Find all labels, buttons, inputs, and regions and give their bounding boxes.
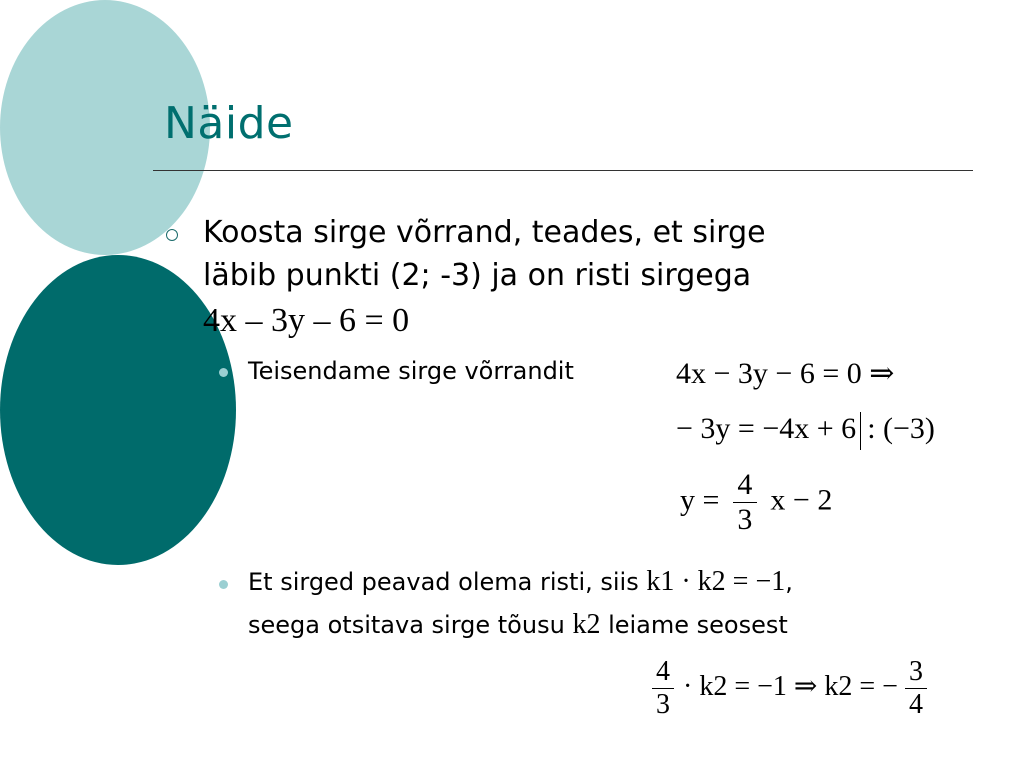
bullet-circle-icon xyxy=(166,229,178,241)
fraction-3-4 xyxy=(905,656,927,721)
equation-step-2-right: : (−3) xyxy=(867,412,935,445)
perpendicular-condition: k1 · k2 = −1 xyxy=(646,566,786,597)
equation-step-3-left: y = xyxy=(680,483,720,517)
equation-step-3 xyxy=(680,468,832,537)
final-equation xyxy=(652,656,927,721)
fraction-denominator: 4 xyxy=(908,689,923,720)
fraction-numerator: 3 xyxy=(908,656,923,687)
sub-bullet-2-line-1-text: Et sirged peavad olema risti, siis xyxy=(248,568,639,596)
sub-bullet-2-line-2-text-b: leiame seosest xyxy=(608,611,788,639)
main-bullet-line-1: Koosta sirge võrrand, teades, et sirge xyxy=(203,215,766,250)
slide-title: Näide xyxy=(164,98,294,149)
equation-step-1: 4x − 3y − 6 = 0 ⇒ xyxy=(676,357,895,390)
fraction-denominator: 3 xyxy=(656,689,670,720)
sub-bullet-2-line-1 xyxy=(248,567,793,597)
sub-bullet-2-line-2-text-a: seega otsitava sirge tõusu xyxy=(248,611,565,639)
sub-bullet-2-line-2 xyxy=(248,610,788,640)
main-equation xyxy=(203,302,409,340)
fraction-numerator: 4 xyxy=(737,468,753,501)
sub-bullet-1-label: Teisendame sirge võrrandit xyxy=(248,357,574,385)
equation-step-2-left: − 3y = −4x + 6 xyxy=(676,412,857,445)
bullet-dot-icon xyxy=(219,368,228,377)
fraction-4-3-final xyxy=(652,656,674,721)
fraction-numerator: 4 xyxy=(656,656,670,687)
fraction-denominator: 3 xyxy=(737,503,753,536)
equation-step-3-right: x − 2 xyxy=(770,483,833,517)
main-equation-text: 4x – 3y – 6 = 0 xyxy=(203,302,410,339)
title-divider xyxy=(153,170,973,171)
main-bullet-line-2: läbib punkti (2; -3) ja on risti sirgega xyxy=(203,258,752,293)
sub-bullet-2-comma: , xyxy=(785,568,793,596)
final-equation-middle: · k2 = −1 ⇒ k2 = − xyxy=(683,670,898,702)
slope-symbol: k2 xyxy=(572,609,601,640)
decorative-circle-dark xyxy=(0,255,236,565)
bullet-dot-icon xyxy=(219,580,228,589)
fraction-4-3 xyxy=(733,468,757,537)
equation-step-2 xyxy=(676,412,935,450)
